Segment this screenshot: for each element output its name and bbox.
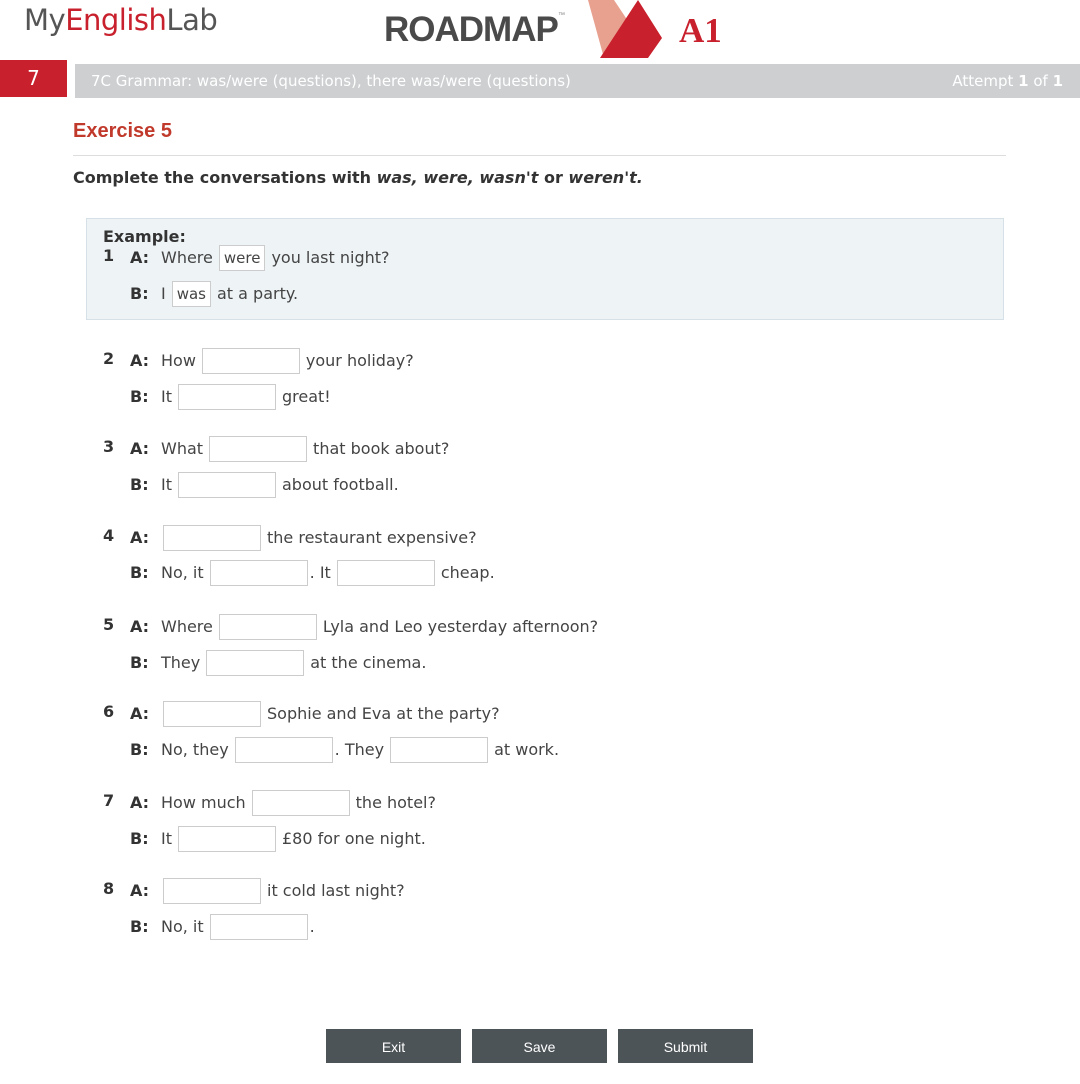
speaker-label: B: [130,653,149,672]
answer-gap-input[interactable] [163,525,261,551]
prompt-text: How much [161,793,246,812]
question-number: 7 [103,791,115,810]
exit-button[interactable]: Exit [326,1029,461,1063]
speaker-label: A: [130,439,150,458]
answer-gap-input[interactable] [337,560,435,586]
answer-gap-input[interactable] [163,878,261,904]
example-label: Example: [103,227,186,246]
answer-gap-input[interactable] [210,914,308,940]
prompt-text: it cold last night? [267,881,405,900]
unit-bar-divider [67,60,75,98]
prompt-text: . [309,917,315,936]
prompt-text: great! [282,387,331,406]
prompt-text: cheap. [440,563,495,582]
speaker-label: A: [130,248,150,267]
prompt-text: at work. [494,740,560,759]
prompt-text: No, it [161,563,204,582]
speaker-label: B: [130,284,149,303]
example-answer: were [219,245,266,271]
prompt-text: No, they [161,740,229,759]
speaker-label: A: [130,704,150,723]
speaker-label: B: [130,917,149,936]
attempt-of: of [1028,72,1053,90]
save-button[interactable]: Save [472,1029,607,1063]
exercise-title: Exercise 5 [73,120,172,142]
question-number: 2 [103,349,115,368]
instruction-or: or [538,168,569,187]
answer-gap-input[interactable] [178,472,276,498]
prompt-text: you last night? [271,248,390,267]
example-answer: was [172,281,211,307]
answer-gap-input[interactable] [210,560,308,586]
prompt-text: at the cinema. [310,653,427,672]
question-number: 4 [103,526,115,545]
prompt-text: I [161,284,166,303]
answer-gap-input[interactable] [202,348,300,374]
prompt-text: They [161,653,201,672]
exercise-instruction [73,168,643,187]
prompt-text: Where [161,617,213,636]
prompt-text: . It [309,563,331,582]
prompt-text: No, it [161,917,204,936]
instruction-words: was, were, wasn't [376,168,539,187]
attempt-current: 1 [1018,72,1029,90]
prompt-text: the hotel? [355,793,436,812]
prompt-text: How [161,351,196,370]
answer-gap-input[interactable] [252,790,350,816]
instruction-last-word: weren't. [568,168,643,187]
prompt-text: Sophie and Eva at the party? [267,704,500,723]
prompt-text: What [161,439,204,458]
prompt-text: that book about? [313,439,450,458]
answer-gap-input[interactable] [235,737,333,763]
prompt-text: It [161,475,172,494]
speaker-label: B: [130,475,149,494]
logo-my: My [24,3,66,37]
speaker-label: B: [130,740,149,759]
speaker-label: A: [130,351,150,370]
myenglishlab-logo [24,3,217,37]
answer-gap-input[interactable] [178,826,276,852]
prompt-text: the restaurant expensive? [267,528,477,547]
attempt-total: 1 [1052,72,1063,90]
unit-title: 7C Grammar: was/were (questions), there was/were (questions) [91,72,571,90]
prompt-text: Where [161,248,213,267]
logo-lab: Lab [166,3,218,37]
instruction-lead: Complete the conversations with [73,168,377,187]
question-number: 1 [103,246,115,265]
prompt-text: about football. [282,475,399,494]
roadmap-arrow-icon [578,0,670,60]
attempt-prefix: Attempt [952,72,1019,90]
title-divider [73,155,1006,156]
answer-gap-input[interactable] [178,384,276,410]
answer-gap-input[interactable] [209,436,307,462]
speaker-label: B: [130,829,149,848]
speaker-label: A: [130,617,150,636]
unit-number-badge: 7 [0,60,67,97]
roadmap-logo [384,0,724,60]
unit-bar [0,60,1080,98]
prompt-text: Lyla and Leo yesterday afternoon? [322,617,599,636]
answer-gap-input[interactable] [390,737,488,763]
trademark-mark: ™ [558,12,565,19]
logo-english: English [65,3,167,37]
submit-button[interactable]: Submit [618,1029,753,1063]
prompt-text: at a party. [217,284,299,303]
answer-gap-input[interactable] [219,614,317,640]
answer-gap-input[interactable] [163,701,261,727]
unit-title-bar [75,64,1080,98]
speaker-label: A: [130,881,150,900]
question-number: 8 [103,879,115,898]
prompt-text: your holiday? [305,351,414,370]
speaker-label: A: [130,793,150,812]
attempt-counter [952,64,1063,98]
question-number: 3 [103,437,115,456]
course-level: A1 [679,11,722,50]
question-number: 5 [103,615,115,634]
prompt-text: . They [334,740,385,759]
prompt-text: £80 for one night. [282,829,426,848]
speaker-label: B: [130,387,149,406]
answer-gap-input[interactable] [206,650,304,676]
prompt-text: It [161,387,172,406]
speaker-label: A: [130,528,150,547]
speaker-label: B: [130,563,149,582]
prompt-text: It [161,829,172,848]
course-name: ROADMAP [384,10,558,49]
question-number: 6 [103,702,115,721]
